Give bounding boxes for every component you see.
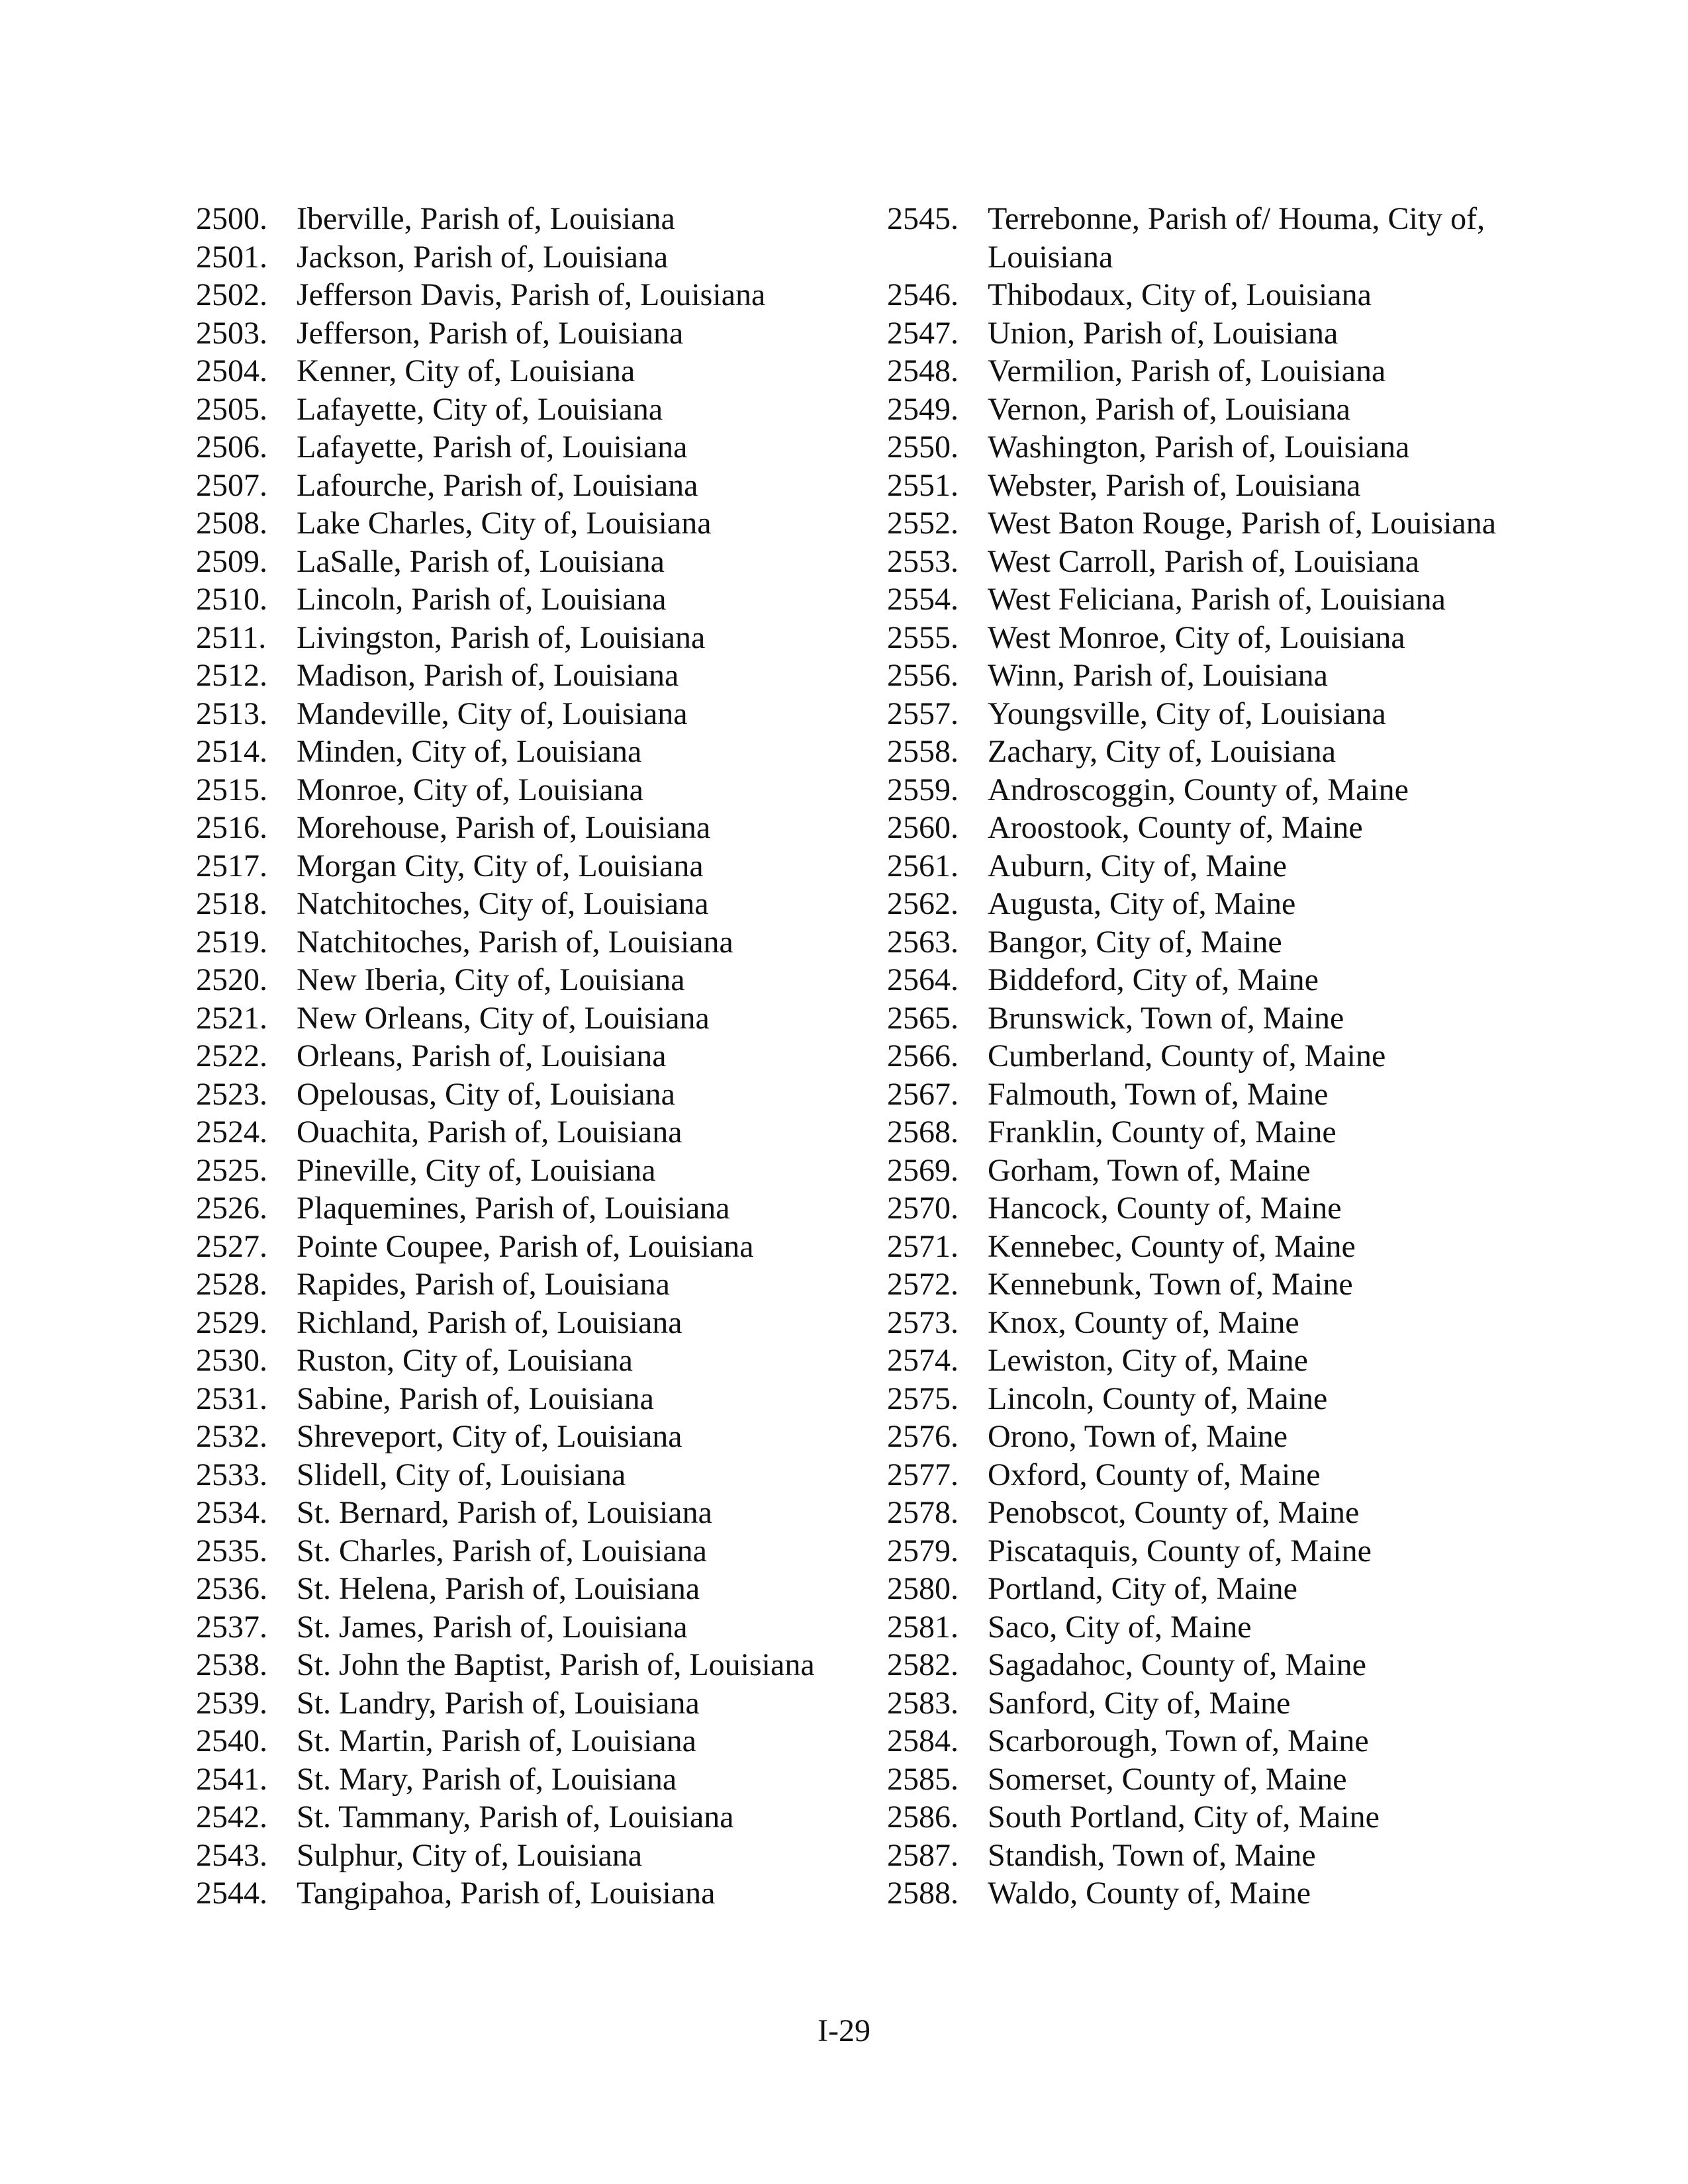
list-item bbox=[196, 1304, 865, 1342]
entry-number: 2524. bbox=[196, 1115, 267, 1150]
list-item bbox=[196, 1874, 865, 1913]
entry-number: 2520. bbox=[196, 962, 267, 997]
entry-text: Scarborough, Town of, Maine bbox=[988, 1723, 1369, 1758]
entry-text: Orono, Town of, Maine bbox=[988, 1419, 1288, 1454]
list-item bbox=[887, 1646, 1516, 1684]
entry-text: Sulphur, City of, Louisiana bbox=[297, 1837, 643, 1873]
entry-text: Lafayette, City of, Louisiana bbox=[297, 391, 663, 427]
entry-number: 2577. bbox=[887, 1457, 959, 1492]
entry-text: Pineville, City of, Louisiana bbox=[297, 1152, 656, 1188]
entry-number: 2552. bbox=[887, 506, 959, 541]
entry-number: 2521. bbox=[196, 1000, 267, 1036]
entry-text: Zachary, City of, Louisiana bbox=[988, 734, 1336, 769]
entry-text: Androscoggin, County of, Maine bbox=[988, 772, 1409, 807]
entry-text: Lafourche, Parish of, Louisiana bbox=[297, 467, 698, 503]
list-item bbox=[887, 1837, 1516, 1875]
list-item bbox=[196, 923, 865, 962]
list-item bbox=[887, 885, 1516, 923]
list-item bbox=[196, 1152, 865, 1190]
entry-number: 2539. bbox=[196, 1685, 267, 1721]
entry-number: 2530. bbox=[196, 1343, 267, 1378]
entry-number: 2568. bbox=[887, 1115, 959, 1150]
list-item bbox=[196, 1228, 865, 1266]
entry-number: 2534. bbox=[196, 1495, 267, 1530]
entry-number: 2503. bbox=[196, 315, 267, 351]
entry-number: 2576. bbox=[887, 1419, 959, 1454]
entry-text: Morehouse, Parish of, Louisiana bbox=[297, 810, 711, 845]
entry-number: 2547. bbox=[887, 315, 959, 351]
list-item bbox=[887, 1532, 1516, 1570]
entry-number: 2505. bbox=[196, 391, 267, 427]
list-item bbox=[887, 1874, 1516, 1913]
entry-number: 2562. bbox=[887, 886, 959, 921]
list-item bbox=[887, 1037, 1516, 1075]
list-item bbox=[887, 1228, 1516, 1266]
list-item bbox=[196, 885, 865, 923]
entry-number: 2557. bbox=[887, 696, 959, 731]
entry-text: Penobscot, County of, Maine bbox=[988, 1495, 1360, 1530]
list-item bbox=[196, 1837, 865, 1875]
list-item bbox=[887, 961, 1516, 999]
list-item bbox=[196, 238, 865, 277]
entry-number: 2559. bbox=[887, 772, 959, 807]
entry-number: 2554. bbox=[887, 582, 959, 617]
list-item bbox=[196, 1075, 865, 1114]
list-item bbox=[887, 390, 1516, 429]
left-column-list bbox=[196, 200, 865, 1913]
entry-number: 2517. bbox=[196, 848, 267, 884]
list-item bbox=[196, 1798, 865, 1837]
entry-number: 2509. bbox=[196, 543, 267, 579]
entry-number: 2533. bbox=[196, 1457, 267, 1492]
entry-number: 2560. bbox=[887, 810, 959, 845]
entry-text: Monroe, City of, Louisiana bbox=[297, 772, 643, 807]
entry-text: Standish, Town of, Maine bbox=[988, 1837, 1316, 1873]
list-item bbox=[887, 352, 1516, 390]
list-item bbox=[887, 999, 1516, 1038]
entry-text: Sagadahoc, County of, Maine bbox=[988, 1647, 1366, 1682]
entry-number: 2514. bbox=[196, 734, 267, 769]
entry-text: St. Bernard, Parish of, Louisiana bbox=[297, 1495, 712, 1530]
list-item bbox=[196, 314, 865, 353]
entry-number: 2553. bbox=[887, 543, 959, 579]
list-item bbox=[196, 390, 865, 429]
list-item bbox=[887, 1456, 1516, 1494]
list-item bbox=[196, 961, 865, 999]
entry-text: Lafayette, Parish of, Louisiana bbox=[297, 430, 688, 465]
entry-number: 2548. bbox=[887, 353, 959, 388]
list-item bbox=[887, 657, 1516, 695]
list-item bbox=[887, 1152, 1516, 1190]
entry-number: 2523. bbox=[196, 1076, 267, 1112]
entry-number: 2525. bbox=[196, 1152, 267, 1188]
entry-number: 2504. bbox=[196, 353, 267, 388]
list-item bbox=[887, 276, 1516, 314]
entry-text: Brunswick, Town of, Maine bbox=[988, 1000, 1344, 1036]
entry-number: 2537. bbox=[196, 1609, 267, 1645]
entry-text: Ouachita, Parish of, Louisiana bbox=[297, 1115, 682, 1150]
entry-number: 2585. bbox=[887, 1761, 959, 1797]
entry-text: Natchitoches, Parish of, Louisiana bbox=[297, 924, 733, 960]
list-item bbox=[196, 809, 865, 847]
entry-number: 2511. bbox=[196, 619, 267, 655]
entry-number: 2566. bbox=[887, 1038, 959, 1073]
list-item bbox=[196, 1722, 865, 1760]
entry-text: Youngsville, City of, Louisiana bbox=[988, 696, 1386, 731]
entry-text: Orleans, Parish of, Louisiana bbox=[297, 1038, 667, 1073]
entry-text: Vernon, Parish of, Louisiana bbox=[988, 391, 1350, 427]
list-item bbox=[196, 200, 865, 238]
list-item bbox=[887, 619, 1516, 657]
list-item bbox=[196, 999, 865, 1038]
entry-number: 2513. bbox=[196, 696, 267, 731]
entry-text: Webster, Parish of, Louisiana bbox=[988, 467, 1361, 503]
entry-number: 2572. bbox=[887, 1267, 959, 1302]
entry-text: Saco, City of, Maine bbox=[988, 1609, 1252, 1645]
entry-number: 2506. bbox=[196, 430, 267, 465]
entry-number: 2583. bbox=[887, 1685, 959, 1721]
entry-number: 2556. bbox=[887, 658, 959, 693]
list-item bbox=[196, 1760, 865, 1799]
entry-text: St. James, Parish of, Louisiana bbox=[297, 1609, 688, 1645]
list-item bbox=[887, 695, 1516, 733]
entry-number: 2526. bbox=[196, 1191, 267, 1226]
entry-number: 2550. bbox=[887, 430, 959, 465]
right-column-list bbox=[887, 200, 1516, 1913]
entry-number: 2551. bbox=[887, 467, 959, 503]
entry-text: West Baton Rouge, Parish of, Louisiana bbox=[988, 506, 1497, 541]
list-item bbox=[196, 1494, 865, 1532]
entry-text: Somerset, County of, Maine bbox=[988, 1761, 1347, 1797]
list-item bbox=[196, 504, 865, 543]
entry-number: 2549. bbox=[887, 391, 959, 427]
entry-text: Lewiston, City of, Maine bbox=[988, 1343, 1308, 1378]
list-item bbox=[196, 1646, 865, 1684]
entry-number: 2588. bbox=[887, 1876, 959, 1911]
entry-text: Waldo, County of, Maine bbox=[988, 1876, 1311, 1911]
page-number: I-29 bbox=[818, 2013, 870, 2048]
entry-number: 2519. bbox=[196, 924, 267, 960]
entry-number: 2501. bbox=[196, 239, 267, 275]
list-item bbox=[196, 1456, 865, 1494]
entry-text: Falmouth, Town of, Maine bbox=[988, 1076, 1329, 1112]
entry-number: 2532. bbox=[196, 1419, 267, 1454]
entry-number: 2536. bbox=[196, 1571, 267, 1606]
list-item bbox=[887, 733, 1516, 771]
entry-number: 2508. bbox=[196, 506, 267, 541]
entry-text: West Monroe, City of, Louisiana bbox=[988, 619, 1405, 655]
entry-number: 2569. bbox=[887, 1152, 959, 1188]
entry-text: Thibodaux, City of, Louisiana bbox=[988, 277, 1372, 312]
list-item bbox=[196, 276, 865, 314]
list-item bbox=[887, 1189, 1516, 1228]
entry-number: 2561. bbox=[887, 848, 959, 884]
list-item bbox=[887, 543, 1516, 581]
entry-number: 2515. bbox=[196, 772, 267, 807]
list-item bbox=[887, 1265, 1516, 1304]
entry-number: 2541. bbox=[196, 1761, 267, 1797]
list-item bbox=[196, 1532, 865, 1570]
list-item bbox=[887, 1684, 1516, 1723]
entry-number: 2575. bbox=[887, 1381, 959, 1416]
list-item bbox=[196, 580, 865, 619]
entry-text: Cumberland, County of, Maine bbox=[988, 1038, 1386, 1073]
entry-number: 2555. bbox=[887, 619, 959, 655]
list-item bbox=[196, 1608, 865, 1647]
entry-number: 2564. bbox=[887, 962, 959, 997]
list-item bbox=[196, 1418, 865, 1456]
entry-text: St. Martin, Parish of, Louisiana bbox=[297, 1723, 696, 1758]
entry-number: 2543. bbox=[196, 1837, 267, 1873]
list-item bbox=[196, 1037, 865, 1075]
list-item bbox=[887, 1722, 1516, 1760]
entry-text: Plaquemines, Parish of, Louisiana bbox=[297, 1191, 730, 1226]
entry-text: Kennebec, County of, Maine bbox=[988, 1228, 1356, 1264]
entry-text: Union, Parish of, Louisiana bbox=[988, 315, 1338, 351]
entry-number: 2510. bbox=[196, 582, 267, 617]
entry-number: 2516. bbox=[196, 810, 267, 845]
list-item bbox=[887, 771, 1516, 809]
entry-number: 2538. bbox=[196, 1647, 267, 1682]
entry-text: Mandeville, City of, Louisiana bbox=[297, 696, 688, 731]
list-item bbox=[196, 733, 865, 771]
list-item bbox=[887, 504, 1516, 543]
list-item bbox=[196, 695, 865, 733]
entry-text: Slidell, City of, Louisiana bbox=[297, 1457, 626, 1492]
entry-number: 2518. bbox=[196, 886, 267, 921]
entry-text: Vermilion, Parish of, Louisiana bbox=[988, 353, 1386, 388]
entry-number: 2570. bbox=[887, 1191, 959, 1226]
entry-number: 2571. bbox=[887, 1228, 959, 1264]
list-item bbox=[196, 352, 865, 390]
entry-number: 2502. bbox=[196, 277, 267, 312]
entry-text: Pointe Coupee, Parish of, Louisiana bbox=[297, 1228, 754, 1264]
entry-text: Richland, Parish of, Louisiana bbox=[297, 1304, 682, 1340]
list-item bbox=[887, 580, 1516, 619]
entry-text: St. Landry, Parish of, Louisiana bbox=[297, 1685, 700, 1721]
entry-number: 2522. bbox=[196, 1038, 267, 1073]
list-item bbox=[887, 1380, 1516, 1418]
entry-text: Winn, Parish of, Louisiana bbox=[988, 658, 1328, 693]
entry-text: Morgan City, City of, Louisiana bbox=[297, 848, 704, 884]
entry-text: Kennebunk, Town of, Maine bbox=[988, 1267, 1353, 1302]
entry-text: Terrebonne, Parish of/ Houma, City of, Louisiana bbox=[988, 201, 1485, 275]
entry-text: Opelousas, City of, Louisiana bbox=[297, 1076, 675, 1112]
list-item bbox=[887, 1304, 1516, 1342]
list-item bbox=[887, 809, 1516, 847]
entry-text: St. Helena, Parish of, Louisiana bbox=[297, 1571, 700, 1606]
entry-number: 2578. bbox=[887, 1495, 959, 1530]
entry-text: Oxford, County of, Maine bbox=[988, 1457, 1321, 1492]
entry-text: Portland, City of, Maine bbox=[988, 1571, 1297, 1606]
entry-number: 2574. bbox=[887, 1343, 959, 1378]
entry-text: Aroostook, County of, Maine bbox=[988, 810, 1363, 845]
entry-number: 2579. bbox=[887, 1533, 959, 1569]
list-item bbox=[887, 1608, 1516, 1647]
entry-text: Hancock, County of, Maine bbox=[988, 1191, 1342, 1226]
entry-text: St. Charles, Parish of, Louisiana bbox=[297, 1533, 707, 1569]
list-item bbox=[887, 1494, 1516, 1532]
entry-text: Lincoln, Parish of, Louisiana bbox=[297, 582, 667, 617]
entry-number: 2507. bbox=[196, 467, 267, 503]
list-item bbox=[196, 467, 865, 505]
entry-text: Piscataquis, County of, Maine bbox=[988, 1533, 1372, 1569]
entry-number: 2540. bbox=[196, 1723, 267, 1758]
entry-text: South Portland, City of, Maine bbox=[988, 1799, 1380, 1835]
entry-number: 2528. bbox=[196, 1267, 267, 1302]
entry-text: St. Mary, Parish of, Louisiana bbox=[297, 1761, 677, 1797]
entry-text: Kenner, City of, Louisiana bbox=[297, 353, 635, 388]
list-item bbox=[887, 1342, 1516, 1380]
entry-text: Iberville, Parish of, Louisiana bbox=[297, 201, 675, 236]
entry-text: Madison, Parish of, Louisiana bbox=[297, 658, 679, 693]
entry-number: 2544. bbox=[196, 1876, 267, 1911]
entry-text: LaSalle, Parish of, Louisiana bbox=[297, 543, 665, 579]
list-item bbox=[887, 923, 1516, 962]
entry-text: St. John the Baptist, Parish of, Louisiana bbox=[297, 1647, 815, 1682]
entry-number: 2587. bbox=[887, 1837, 959, 1873]
entry-number: 2573. bbox=[887, 1304, 959, 1340]
entry-number: 2565. bbox=[887, 1000, 959, 1036]
entry-text: Knox, County of, Maine bbox=[988, 1304, 1299, 1340]
list-item bbox=[887, 1760, 1516, 1799]
entry-number: 2586. bbox=[887, 1799, 959, 1835]
entry-number: 2563. bbox=[887, 924, 959, 960]
entry-text: Bangor, City of, Maine bbox=[988, 924, 1282, 960]
entry-number: 2567. bbox=[887, 1076, 959, 1112]
entry-text: Washington, Parish of, Louisiana bbox=[988, 430, 1410, 465]
entry-text: Lincoln, County of, Maine bbox=[988, 1381, 1328, 1416]
entry-text: Livingston, Parish of, Louisiana bbox=[297, 619, 706, 655]
entry-number: 2545. bbox=[887, 201, 959, 236]
list-item bbox=[887, 200, 1516, 276]
entry-text: Sanford, City of, Maine bbox=[988, 1685, 1291, 1721]
entry-text: Augusta, City of, Maine bbox=[988, 886, 1296, 921]
entry-text: Gorham, Town of, Maine bbox=[988, 1152, 1311, 1188]
list-item bbox=[196, 771, 865, 809]
entry-number: 2580. bbox=[887, 1571, 959, 1606]
entry-text: Franklin, County of, Maine bbox=[988, 1115, 1336, 1150]
entry-text: Ruston, City of, Louisiana bbox=[297, 1343, 633, 1378]
entry-text: Jefferson Davis, Parish of, Louisiana bbox=[297, 277, 766, 312]
list-item bbox=[196, 1189, 865, 1228]
entry-number: 2527. bbox=[196, 1228, 267, 1264]
list-item bbox=[887, 314, 1516, 353]
list-item bbox=[196, 1113, 865, 1152]
entry-number: 2542. bbox=[196, 1799, 267, 1835]
entry-text: Sabine, Parish of, Louisiana bbox=[297, 1381, 654, 1416]
list-item bbox=[196, 1265, 865, 1304]
entry-text: Auburn, City of, Maine bbox=[988, 848, 1287, 884]
list-item bbox=[196, 428, 865, 467]
entry-number: 2546. bbox=[887, 277, 959, 312]
entry-number: 2512. bbox=[196, 658, 267, 693]
entry-text: Biddeford, City of, Maine bbox=[988, 962, 1319, 997]
entry-text: Lake Charles, City of, Louisiana bbox=[297, 506, 712, 541]
list-item bbox=[196, 657, 865, 695]
entry-text: West Feliciana, Parish of, Louisiana bbox=[988, 582, 1446, 617]
list-item bbox=[887, 1075, 1516, 1114]
list-item bbox=[196, 1684, 865, 1723]
entry-number: 2582. bbox=[887, 1647, 959, 1682]
list-item bbox=[887, 467, 1516, 505]
list-item bbox=[196, 1342, 865, 1380]
entry-number: 2558. bbox=[887, 734, 959, 769]
entry-text: Jackson, Parish of, Louisiana bbox=[297, 239, 669, 275]
list-item bbox=[196, 543, 865, 581]
entry-text: Tangipahoa, Parish of, Louisiana bbox=[297, 1876, 716, 1911]
list-item bbox=[887, 428, 1516, 467]
list-item bbox=[887, 1418, 1516, 1456]
list-item bbox=[196, 619, 865, 657]
list-item bbox=[887, 1570, 1516, 1608]
entry-number: 2529. bbox=[196, 1304, 267, 1340]
list-item bbox=[887, 847, 1516, 886]
entry-text: St. Tammany, Parish of, Louisiana bbox=[297, 1799, 734, 1835]
list-item bbox=[196, 847, 865, 886]
entry-text: Shreveport, City of, Louisiana bbox=[297, 1419, 682, 1454]
entry-text: New Orleans, City of, Louisiana bbox=[297, 1000, 710, 1036]
list-item bbox=[196, 1570, 865, 1608]
entry-number: 2584. bbox=[887, 1723, 959, 1758]
entry-text: New Iberia, City of, Louisiana bbox=[297, 962, 685, 997]
entry-text: Jefferson, Parish of, Louisiana bbox=[297, 315, 684, 351]
entry-text: Minden, City of, Louisiana bbox=[297, 734, 642, 769]
entry-number: 2535. bbox=[196, 1533, 267, 1569]
entry-text: West Carroll, Parish of, Louisiana bbox=[988, 543, 1420, 579]
entry-number: 2500. bbox=[196, 201, 267, 236]
entry-number: 2531. bbox=[196, 1381, 267, 1416]
entry-number: 2581. bbox=[887, 1609, 959, 1645]
list-item bbox=[887, 1113, 1516, 1152]
list-item bbox=[887, 1798, 1516, 1837]
entry-text: Rapides, Parish of, Louisiana bbox=[297, 1267, 670, 1302]
entry-text: Natchitoches, City of, Louisiana bbox=[297, 886, 709, 921]
list-item bbox=[196, 1380, 865, 1418]
